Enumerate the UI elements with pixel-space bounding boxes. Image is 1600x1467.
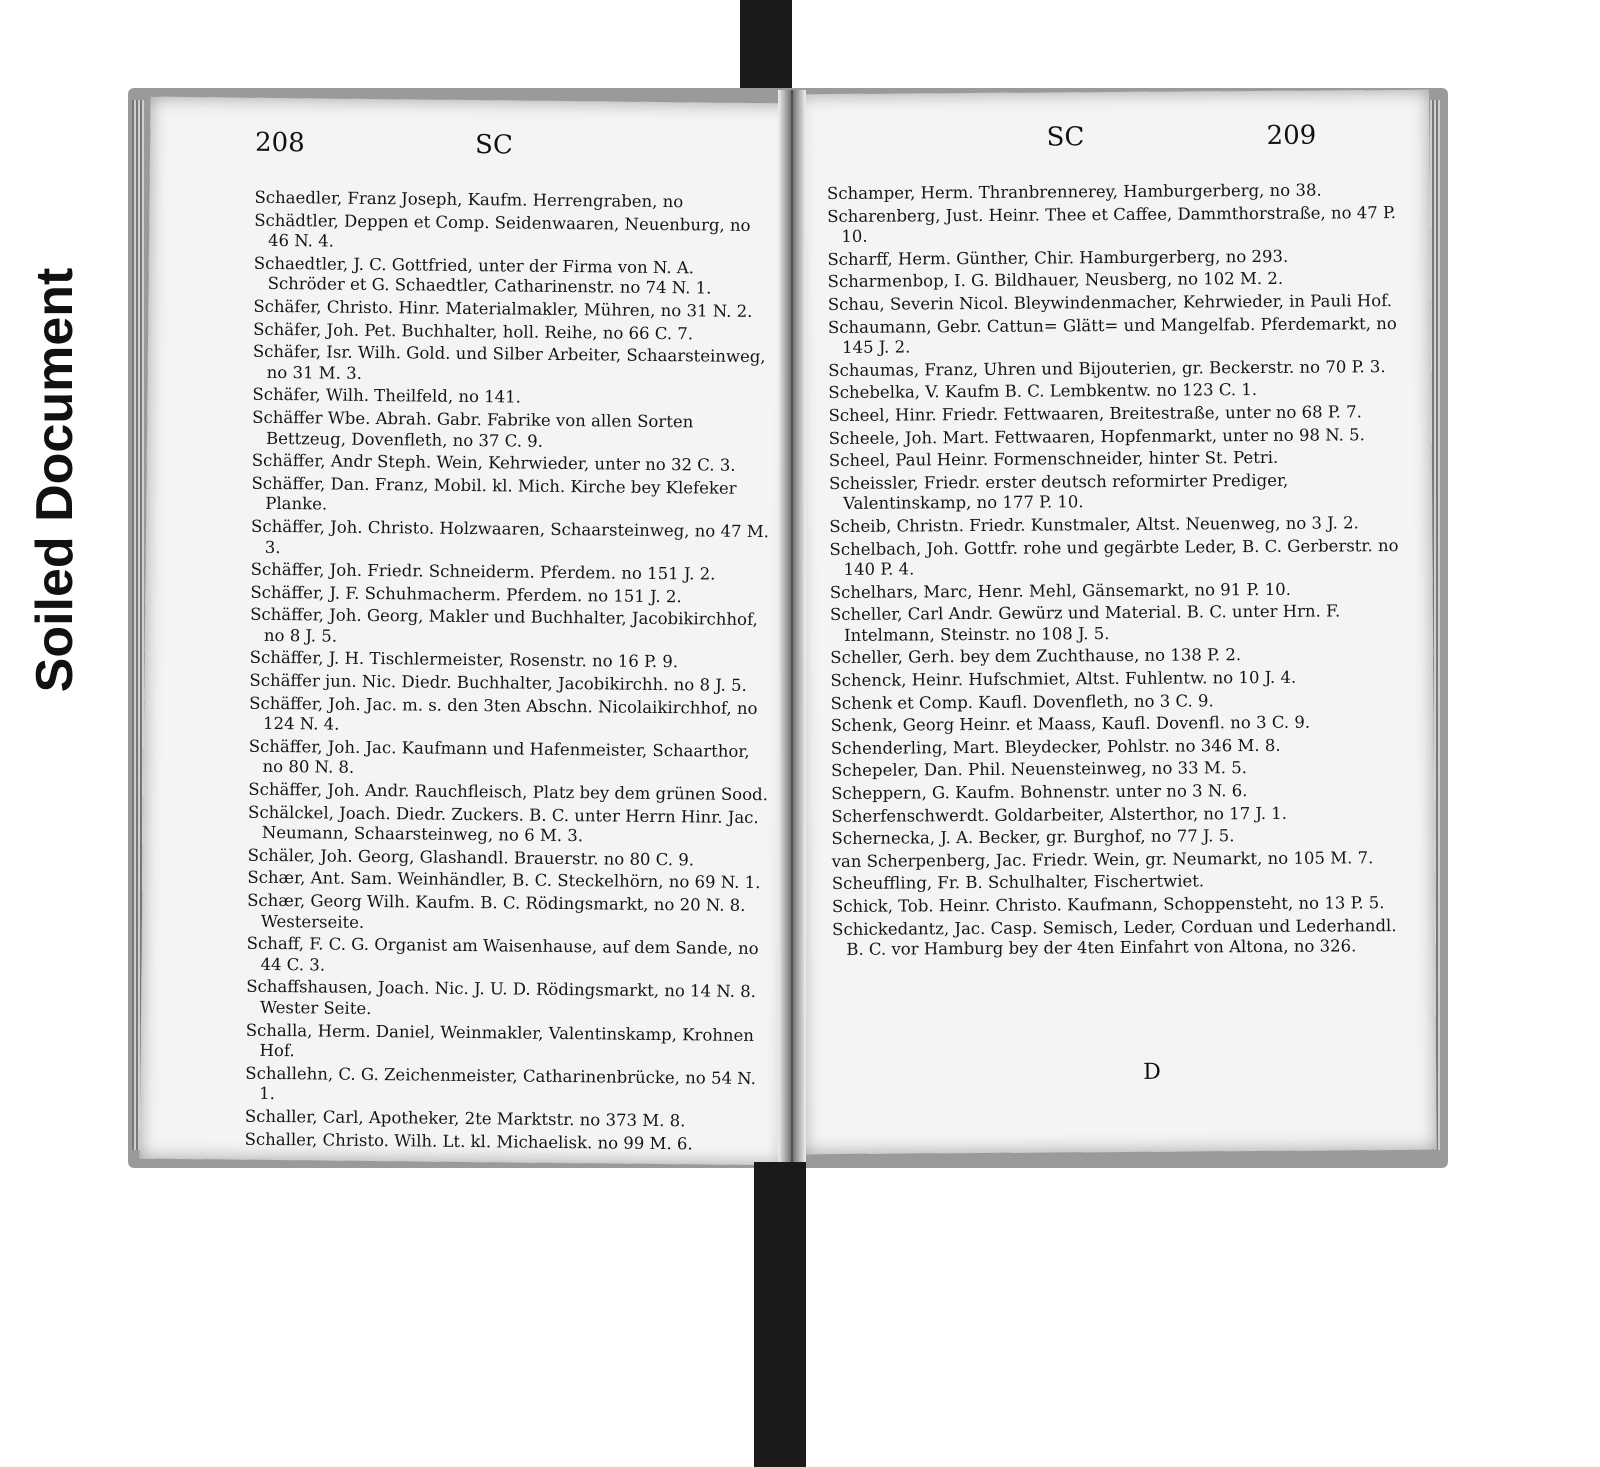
page-number-left: 208 [254, 127, 305, 159]
directory-entry: Scheele, Joh. Mart. Fettwaaren, Hopfenmarkt, unter no 98 N. 5. [828, 424, 1365, 448]
directory-entry: Schenck, Heinr. Hufschmiet, Altst. Fuhlentw. no 10 J. 4. [830, 667, 1297, 691]
directory-entry: Scheib, Christn. Friedr. Kunstmaler, Altst. Neuenweg, no 3 J. 2. [829, 513, 1359, 536]
directory-entry: Schickedantz, Jac. Casp. Semisch, Leder, Corduan und Lederhandl. B. C. vor Hamburg bey der 4ten Einfahrt von Altona, no 326. [832, 915, 1397, 960]
directory-entry: Schäfer, Christo. Hinr. Materialmakler, Mühren, no 31 N. 2. [253, 296, 753, 321]
directory-entry: Schenk et Comp. Kaufl. Dovenfleth, no 3 C. 9. [830, 690, 1214, 713]
right-page [796, 90, 1436, 1154]
directory-entry: Schäffer, Joh. Andr. Rauchfleisch, Platz bey dem grünen Sood. [248, 779, 769, 805]
left-page [139, 97, 795, 1166]
directory-entry: Schäffer, Joh. Georg, Makler und Buchhalter, Jacobikirchhof, no 8 J. 5. [250, 605, 758, 646]
directory-entry: Schäffer, Andr Steph. Wein, Kehrwieder, unter no 32 C. 3. [251, 450, 736, 475]
directory-entry: Schau, Severin Nicol. Bleywindenmacher, Kehrwieder, in Pauli Hof. [827, 291, 1393, 314]
directory-entry: Schelhars, Marc, Henr. Mehl, Gänsemarkt, no 91 P. 10. [829, 579, 1292, 602]
directory-entry: Scheppern, G. Kaufm. Bohnenstr. unter no 3 N. 6. [831, 781, 1248, 804]
directory-entry: Schäffer, Joh. Christo. Holzwaaren, Schaarsteinweg, no 47 M. 3. [250, 516, 770, 557]
running-header-right: SC [1046, 122, 1085, 153]
directory-entry: Schaller, Carl, Apotheker, 2te Marktstr. no 373 M. 8. [244, 1106, 686, 1131]
directory-entry: Schepeler, Dan. Phil. Neuensteinweg, no 33 M. 5. [830, 758, 1248, 781]
running-header-left: SC [474, 130, 513, 161]
directory-entry: Schær, Ant. Sam. Weinhändler, B. C. Steckelhörn, no 69 N. 1. [247, 868, 761, 893]
directory-entry: Schälckel, Joach. Diedr. Zuckers. B. C. unter Herrn Hinr. Jac. Neumann, Schaarsteinweg, no 6 M. 3. [247, 802, 759, 846]
directory-entry: van Scherpenberg, Jac. Friedr. Wein, gr. Neumarkt, no 105 M. 7. [831, 848, 1374, 871]
page-number-right: 209 [1266, 120, 1317, 151]
directory-entry: Scheissler, Friedr. erster deutsch reformirter Prediger, Valentinskamp, no 177 P. 10. [828, 470, 1289, 514]
directory-entry: Schäffer, Joh. Jac. Kaufmann und Hafenmeister, Schaarthor, no 80 N. 8. [248, 736, 750, 778]
directory-entry: Scharff, Herm. Günther, Chir. Hamburgerberg, no 293. [827, 246, 1289, 269]
directory-entry: Schick, Tob. Heinr. Christo. Kaufmann, Schoppensteht, no 13 P. 5. [831, 893, 1385, 916]
directory-entry: Schäler, Joh. Georg, Glashandl. Brauerstr. no 80 C. 9. [247, 845, 695, 870]
soiled-document-stamp [20, 230, 90, 730]
directory-entry: Schenderling, Mart. Bleydecker, Pohlstr. no 346 M. 8. [830, 735, 1281, 758]
directory-entry: Schäffer, Dan. Franz, Mobil. kl. Mich. Kirche bey Klefeker Planke. [251, 473, 737, 514]
directory-entry: Scheel, Paul Heinr. Formenschneider, hinter St. Petri. [828, 447, 1279, 471]
directory-entries-left [140, 187, 795, 1158]
directory-entry: Schaff, F. C. G. Organist am Waisenhause, auf dem Sande, no 44 C. 3. [246, 933, 759, 975]
directory-entry: Scharenberg, Just. Heinr. Thee et Caffee, Dammthorstraße, no 47 P. 10. [827, 202, 1397, 247]
directory-entry: Schaumas, Franz, Uhren und Bijouterien, gr. Beckerstr. no 70 P. 3. [828, 356, 1386, 380]
book-gutter [778, 90, 806, 1165]
directory-entry: Schernecka, J. A. Becker, gr. Burghof, no 77 J. 5. [831, 826, 1235, 849]
binding-strap-top [740, 0, 792, 98]
directory-entry: Scherfenschwerdt. Goldarbeiter, Alsterthor, no 17 J. 1. [831, 803, 1288, 826]
directory-entry: Schaumann, Gebr. Cattun= Glätt= und Mangelfab. Pferdemarkt, no 145 J. 2. [827, 313, 1397, 358]
directory-entry: Schaedler, Franz Joseph, Kaufm. Herrengraben, no [254, 187, 684, 212]
directory-entry: Schäffer Wbe. Abrah. Gabr. Fabrike von allen Sorten Bettzeug, Dovenfleth, no 37 C. 9. [252, 407, 694, 451]
directory-entry: Schäffer, J. H. Tischlermeister, Rosenstr. no 16 P. 9. [249, 648, 679, 672]
directory-entry: Schebelka, V. Kaufm B. C. Lembkentw. no 123 C. 1. [828, 380, 1258, 403]
directory-entry: Schamper, Herm. Thranbrennerey, Hamburgerberg, no 38. [826, 180, 1322, 204]
directory-entry: Schäffer, Joh. Jac. m. s. den 3ten Abschn. Nicolaikirchhof, no 124 N. 4. [249, 693, 758, 734]
directory-entry: Schenk, Georg Heinr. et Maass, Kaufl. Dovenfl. no 3 C. 9. [830, 712, 1311, 736]
directory-entry: Schallehn, C. G. Zeichenmeister, Catharinenbrücke, no 54 N. 1. [245, 1063, 756, 1104]
directory-entry: Scharmenbop, I. G. Bildhauer, Neusberg, no 102 M. 2. [827, 269, 1284, 292]
directory-entry: Schaedtler, J. C. Gottfried, unter der Firma von N. A. Schröder et G. Schaedtler, Catharinenstr. no 74 N. 1. [253, 253, 712, 298]
directory-entry: Schalla, Herm. Daniel, Weinmakler, Valentinskamp, Krohnen Hof. [245, 1020, 755, 1061]
catchword: D [1143, 1059, 1161, 1085]
directory-entry: Schäffer, J. F. Schuhmacherm. Pferdem. no 151 J. 2. [250, 582, 682, 606]
directory-entry: Scheel, Hinr. Friedr. Fettwaaren, Breitestraße, unter no 68 P. 7. [828, 402, 1362, 425]
binding-strap-bottom [754, 1162, 806, 1467]
directory-entry: Schær, Georg Wilh. Kaufm. B. C. Rödingsmarkt, no 20 N. 8. Westerseite. [247, 890, 746, 932]
directory-entry: Scheller, Carl Andr. Gewürz und Material. B. C. unter Hrn. F. Intelmann, Steinstr. no 108 J. 5. [829, 601, 1341, 645]
directory-entry: Schaller, Christo. Wilh. Lt. kl. Michaelisk. no 99 M. 6. [244, 1129, 693, 1153]
directory-entry: Schäffer jun. Nic. Diedr. Buchhalter, Jacobikirchh. no 8 J. 5. [249, 670, 747, 695]
directory-entry: Schäfer, Isr. Wilh. Gold. und Silber Arbeiter, Schaarsteinweg, no 31 M. 3. [252, 341, 766, 383]
directory-entry: Schädtler, Deppen et Comp. Seidenwaaren, Neuenburg, no 46 N. 4. [254, 210, 751, 251]
directory-entry: Scheuffling, Fr. B. Schulhalter, Fischertwiet. [831, 871, 1205, 894]
directory-entry: Schäffer, Joh. Friedr. Schneiderm. Pferdem. no 151 J. 2. [250, 559, 716, 584]
directory-entry: Schaffshausen, Joach. Nic. J. U. D. Rödingsmarkt, no 14 N. 8. Wester Seite. [246, 977, 757, 1018]
directory-entry: Schäfer, Joh. Pet. Buchhalter, holl. Reihe, no 66 C. 7. [253, 319, 694, 343]
directory-entry: Schelbach, Joh. Gottfr. rohe und gegärbte Leder, B. C. Gerberstr. no 140 P. 4. [829, 535, 1399, 579]
directory-entry: Scheller, Gerh. bey dem Zuchthause, no 138 P. 2. [830, 645, 1242, 668]
stamp-text: Soiled Document [26, 267, 84, 693]
directory-entries-right [797, 180, 1435, 963]
directory-entry: Schäfer, Wilh. Theilfeld, no 141. [252, 385, 522, 407]
